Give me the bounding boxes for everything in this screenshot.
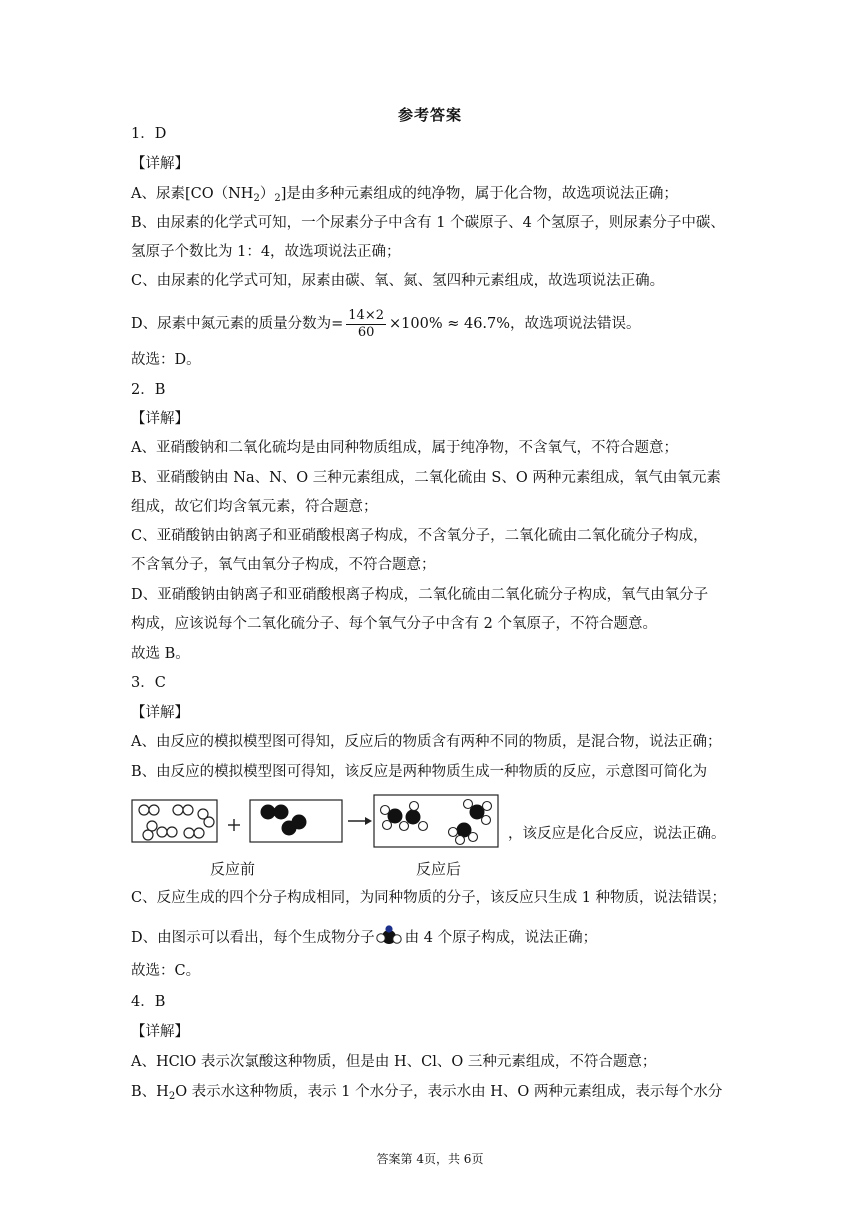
q3-option-b-line2: ，该反应是化合反应，说法正确。: [508, 826, 726, 842]
q4-option-a: A、HClO 表示次氯酸这种物质，但是由 H、Cl、O 三种元素组成，不符合题意；: [131, 1054, 657, 1070]
q1-option-a: A、尿素$[CO(NH_2)_2]$是由多种元素组成的纯净物，属于化合物，故选项说法正确；: [131, 186, 678, 204]
q4-option-b: B、$H_2O$ 表示水这种物质，表示 1 个水分子，表示水由 H、O 两种元素组成，表示每个水分: [131, 1084, 723, 1102]
label-before-reaction: 反应前: [210, 860, 256, 878]
q2-conclusion: 故选 B。: [131, 646, 190, 662]
q1-option-b-line1: B、由尿素的化学式可知，一个尿素分子中含有 1 个碳原子、4 个氢原子，则尿素分子中碳、: [131, 215, 725, 231]
product-molecule-icon: [375, 924, 405, 952]
q3-conclusion: 故选：C。: [131, 963, 201, 979]
page-title: 参考答案: [397, 106, 462, 124]
mass-fraction-formula: $\frac{14\times 2}{60}$: [348, 307, 384, 340]
q3-answer: 3．C: [131, 675, 166, 691]
q2-option-a: A、亚硝酸钠和二氧化硫均是由同种物质组成，属于纯净物，不含氧气，不符合题意；: [131, 440, 678, 456]
q2-option-c-line2: 不含氧分子，氧气由氧分子构成，不符合题意；: [131, 557, 436, 573]
page-footer: 答案第 4页，共 6页: [376, 1152, 484, 1166]
q3-detail-heading: 【详解】: [131, 705, 189, 721]
q2-option-d-line2: 构成，应该说每个二氧化硫分子、每个氧气分子中含有 2 个氧原子，不符合题意。: [131, 616, 657, 632]
q1-option-c: C、由尿素的化学式可知，尿素由碳、氧、氮、氢四种元素组成，故选项说法正确。: [131, 273, 665, 289]
q2-option-c-line1: C、亚硝酸钠由钠离子和亚硝酸根离子构成，不含氧分子，二氧化硫由二氧化硫分子构成，: [131, 528, 708, 544]
q3-option-a: A、由反应的模拟模型图可得知，反应后的物质含有两种不同的物质，是混合物，说法正确；: [131, 734, 722, 750]
label-after-reaction: 反应后: [416, 860, 462, 878]
q3-option-b-line1: B、由反应的模拟模型图可得知，该反应是两种物质生成一种物质的反应，示意图可简化为: [131, 764, 708, 780]
q3-option-c: C、反应生成的四个分子构成相同，为同种物质的分子，该反应只生成 1 种物质，说法错误；: [131, 890, 727, 906]
q2-option-b-line2: 组成，故它们均含氧元素，符合题意；: [131, 499, 378, 515]
q2-option-d-line1: D、亚硝酸钠由钠离子和亚硝酸根离子构成，二氧化硫由二氧化硫分子构成，氧气由氧分子: [131, 587, 709, 603]
reaction-diagram: [131, 790, 511, 880]
q2-answer: 2．B: [131, 382, 166, 398]
q1-option-d: D、尿素中氮元素的质量分数为= $\frac{14\times 2}{60}$ ×100% ≈ 46.7%，故选项说法错误。: [131, 307, 641, 340]
q3-option-d: D、由图示可以看出，每个生成物分子 由 4 个原子构成，说法正确；: [131, 924, 741, 952]
q1-option-b-line2: 氢原子个数比为 1：4，故选项说法正确；: [131, 244, 401, 260]
q2-option-b-line1: B、亚硝酸钠由 Na、N、O 三种元素组成，二氧化硫由 S、O 两种元素组成，氧气由氧元素: [131, 470, 721, 486]
q1-answer: 1．D: [131, 126, 167, 142]
q4-answer: 4．B: [131, 994, 166, 1010]
q1-conclusion: 故选：D。: [131, 352, 201, 368]
q1-detail-heading: 【详解】: [131, 156, 189, 172]
q4-detail-heading: 【详解】: [131, 1024, 189, 1040]
q2-detail-heading: 【详解】: [131, 411, 189, 427]
